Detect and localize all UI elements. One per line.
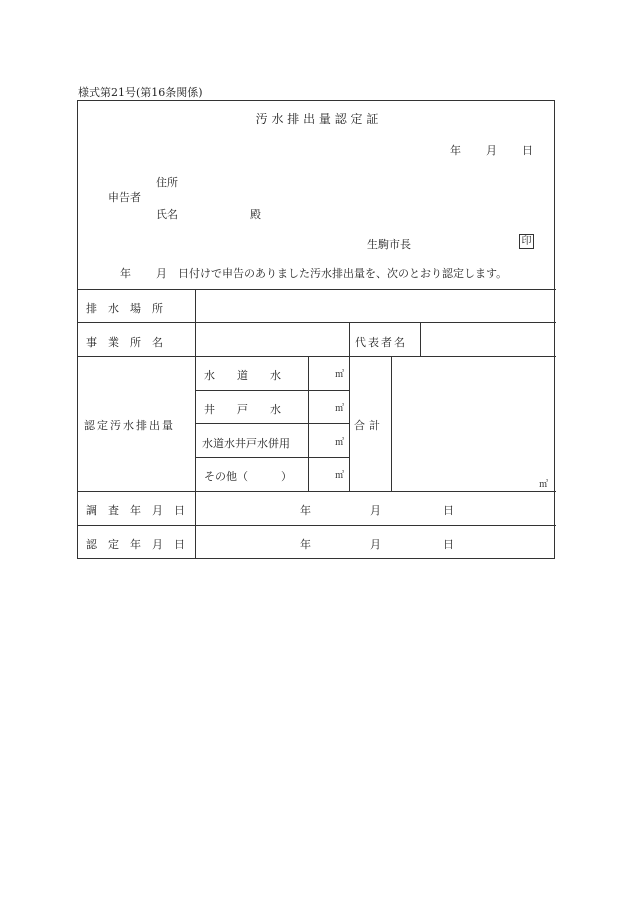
business-name-field[interactable] [200, 326, 346, 352]
seal-mark: 印 [519, 234, 534, 249]
representative-label: 代表者名 [355, 336, 407, 349]
official-seal [519, 234, 534, 249]
divider [196, 423, 350, 424]
divider [349, 322, 350, 356]
business-name-label: 事 業 所 名 [86, 336, 163, 349]
other-water-unit: ㎥ [335, 471, 345, 481]
certification-date-label: 認 定 年 月 日 [86, 538, 185, 551]
divider [196, 457, 350, 458]
survey-date-label: 調 査 年 月 日 [86, 504, 185, 517]
total-field[interactable] [396, 360, 551, 487]
issuer-title: 生駒市長 [367, 238, 411, 251]
combined-water-label: 水道水井戸水併用 [202, 437, 290, 450]
combined-water-unit: ㎥ [335, 438, 345, 448]
divider [308, 356, 309, 491]
notice-year-label: 年 [120, 267, 131, 280]
divider [420, 322, 421, 356]
divider [391, 356, 392, 491]
divider [78, 525, 556, 526]
header-day-label: 日 [522, 144, 533, 157]
survey-day-label: 日 [443, 504, 454, 517]
total-label: 合計 [354, 419, 384, 432]
representative-field[interactable] [425, 326, 551, 352]
notice-text: 日付けで申告のありました汚水排出量を、次のとおり認定します。 [178, 267, 508, 280]
tap-water-label: 水 道 水 [204, 369, 281, 382]
well-water-label: 井 戸 水 [204, 403, 281, 416]
address-label: 住所 [156, 176, 178, 189]
total-unit: ㎥ [539, 480, 549, 490]
divider [78, 322, 556, 323]
certificate-frame [77, 100, 555, 559]
other-water-label: その他（ ） [204, 470, 292, 483]
well-water-unit: ㎥ [335, 404, 345, 414]
survey-year-label: 年 [300, 504, 311, 517]
header-month-label: 月 [486, 144, 497, 157]
notice-month-label: 月 [156, 267, 167, 280]
survey-month-label: 月 [370, 504, 381, 517]
divider [78, 289, 556, 290]
discharge-location-label: 排 水 場 所 [86, 302, 163, 315]
page-title: 汚 水 排 出 量 認 定 証 [255, 112, 379, 126]
divider [196, 390, 350, 391]
divider [195, 289, 196, 559]
honorific-label: 殿 [250, 208, 261, 221]
applicant-label: 申告者 [108, 191, 141, 204]
name-label: 氏名 [156, 208, 178, 221]
certification-year-label: 年 [300, 538, 311, 551]
certification-day-label: 日 [443, 538, 454, 551]
header-year-label: 年 [450, 144, 461, 157]
certification-month-label: 月 [370, 538, 381, 551]
divider [78, 491, 556, 492]
tap-water-unit: ㎥ [335, 370, 345, 380]
form-number: 様式第21号(第16条関係) [78, 86, 203, 99]
divider [78, 356, 556, 357]
certified-volume-label: 認定汚水排出量 [84, 419, 175, 432]
divider [349, 356, 350, 491]
discharge-location-field[interactable] [200, 293, 552, 319]
